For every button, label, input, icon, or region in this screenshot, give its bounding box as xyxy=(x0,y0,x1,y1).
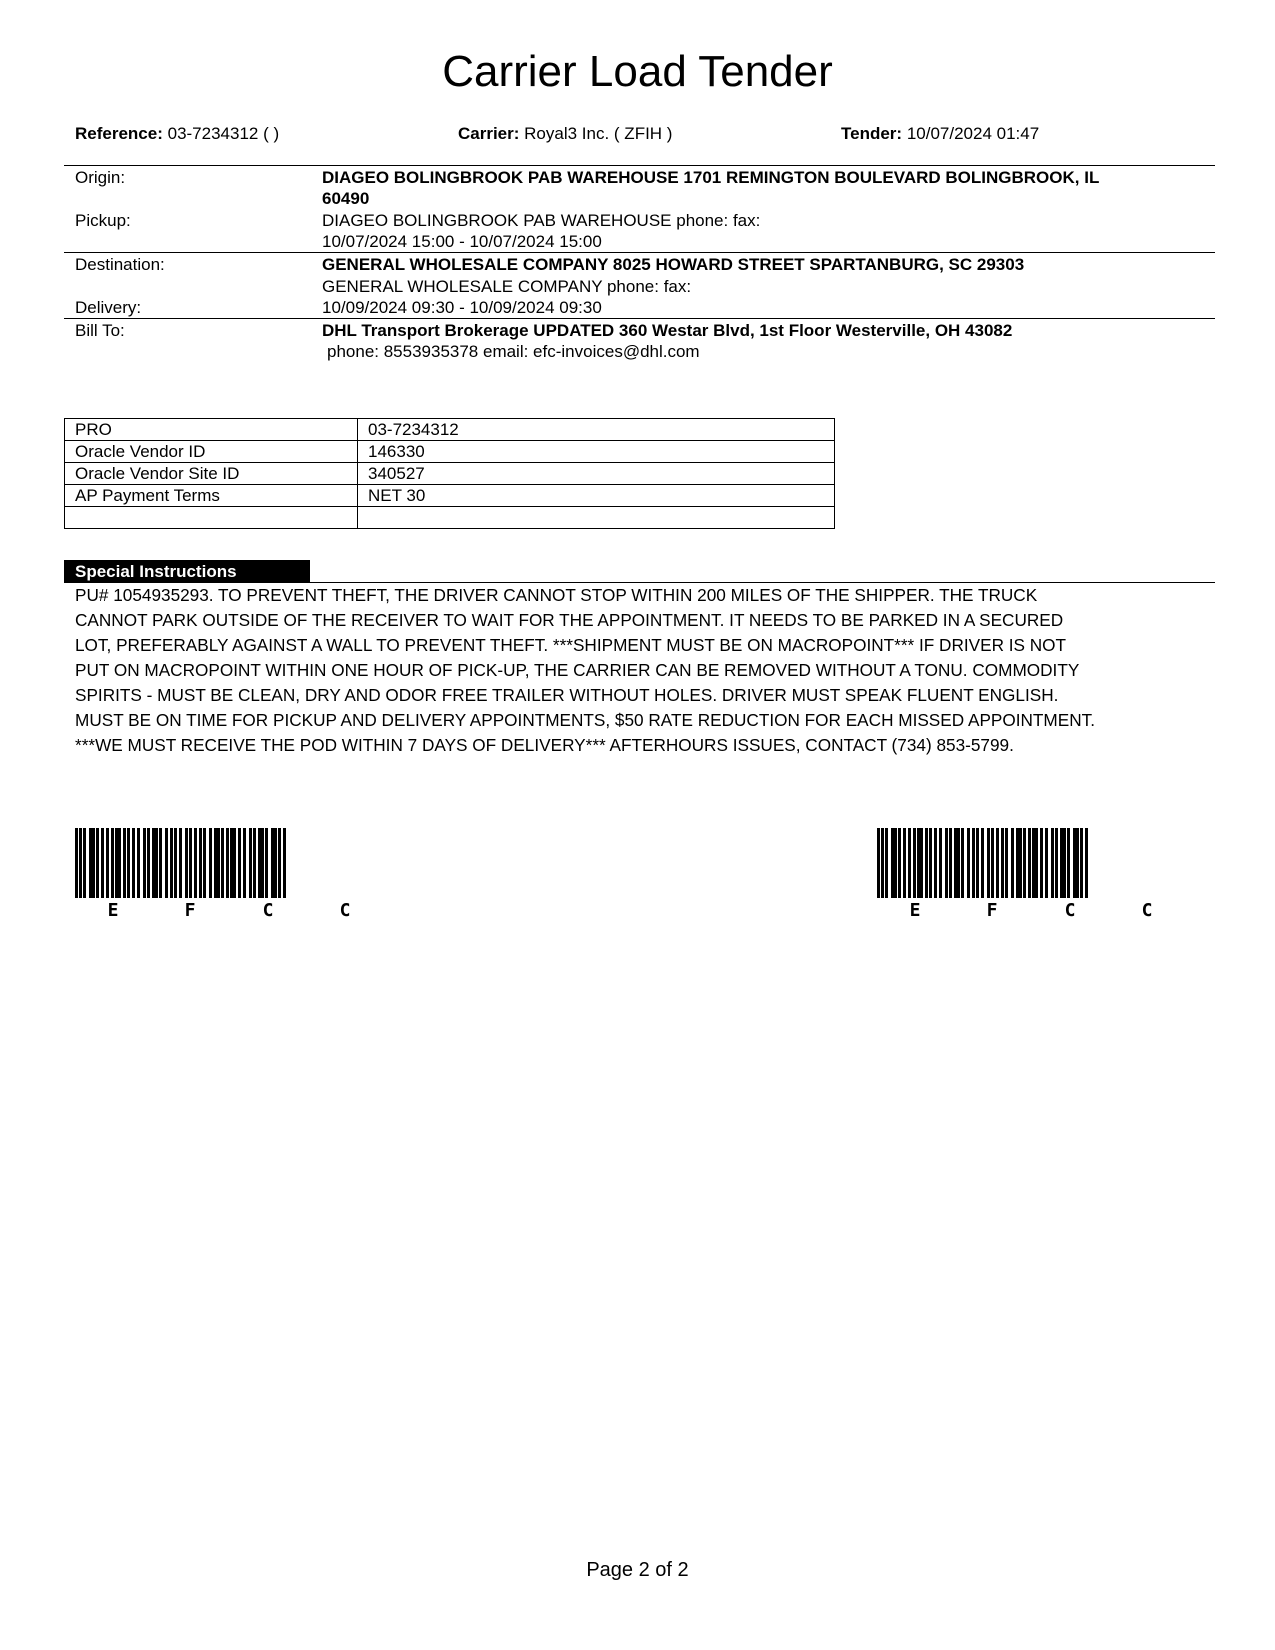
bill-to-contact: phone: 8553935378 email: efc-invoices@dhl.com xyxy=(327,342,700,361)
barcode-bar xyxy=(249,828,252,898)
barcode-bar xyxy=(1001,828,1004,898)
pickup-contact: DIAGEO BOLINGBROOK PAB WAREHOUSE phone: fax: xyxy=(322,211,761,230)
barcode-bar xyxy=(925,828,928,898)
barcode-right xyxy=(877,828,1207,920)
barcode-bar xyxy=(132,828,135,898)
barcode-bar xyxy=(1040,828,1043,898)
barcode-bar xyxy=(1016,828,1022,898)
barcode-bar xyxy=(123,828,126,898)
barcode-bar xyxy=(1085,828,1088,898)
barcode-char: C xyxy=(262,900,274,920)
barcode-bar xyxy=(209,828,212,898)
barcode-bar xyxy=(1060,828,1066,898)
tender-field xyxy=(841,123,1039,145)
barcode-bar xyxy=(1005,828,1008,898)
barcode-bar xyxy=(987,828,990,898)
tender-label: Tender: xyxy=(841,124,903,143)
barcode-bar xyxy=(939,828,942,898)
barcode-bar xyxy=(230,828,236,898)
barcode-bar xyxy=(221,828,224,898)
barcode-bar xyxy=(1011,828,1014,898)
barcode-bar xyxy=(111,828,114,898)
barcode-bar xyxy=(976,828,979,898)
barcode-bar xyxy=(137,828,140,898)
barcode-bar xyxy=(1067,828,1070,898)
table-cell-value: 03-7234312 xyxy=(358,419,835,441)
special-instructions-heading: Special Instructions xyxy=(64,560,310,582)
barcode-bar xyxy=(115,828,121,898)
carrier-field xyxy=(458,123,672,145)
barcode-bar xyxy=(170,828,173,898)
instruction-line: MUST BE ON TIME FOR PICKUP AND DELIVERY APPOINTMENTS, $50 RATE REDUCTION FOR EACH MISSED APPOINTMENT. xyxy=(75,710,1095,730)
barcode-bar xyxy=(203,828,206,898)
barcode-bar xyxy=(949,828,952,898)
barcode-bar xyxy=(159,828,162,898)
barcode-char: E xyxy=(107,900,119,920)
table-row xyxy=(65,485,835,507)
barcode-bar xyxy=(1051,828,1054,898)
document-title: Carrier Load Tender xyxy=(442,47,833,96)
barcode-char: C xyxy=(1141,900,1153,920)
table-row xyxy=(65,463,835,485)
barcode-bar xyxy=(214,828,220,898)
barcode-bar xyxy=(75,828,78,898)
barcode-bar xyxy=(967,828,970,898)
tender-value: 10/07/2024 01:47 xyxy=(906,124,1040,143)
barcode-bar xyxy=(1055,828,1058,898)
divider xyxy=(64,252,1215,253)
barcode-bar xyxy=(1032,828,1038,898)
barcode-bar xyxy=(913,828,916,898)
barcode-bar xyxy=(174,828,177,898)
delivery-label: Delivery: xyxy=(75,298,142,317)
barcode-bar xyxy=(147,828,150,898)
barcode-bar xyxy=(1080,828,1083,898)
barcode-bar xyxy=(127,828,130,898)
divider xyxy=(64,318,1215,319)
table-row xyxy=(65,419,835,441)
instruction-line: PUT ON MACROPOINT WITHIN ONE HOUR OF PICK-UP, THE CARRIER CAN BE REMOVED WITHOUT A TONU. COMMODITY xyxy=(75,660,1080,680)
reference-value: 03-7234312 ( ) xyxy=(167,124,280,143)
barcode-bar xyxy=(891,828,897,898)
pickup-window: 10/07/2024 15:00 - 10/07/2024 15:00 xyxy=(322,232,602,251)
table-cell-label: Oracle Vendor Site ID xyxy=(65,463,358,485)
barcode-bar xyxy=(165,828,168,898)
table-cell-value: 340527 xyxy=(358,463,835,485)
pickup-label: Pickup: xyxy=(75,211,131,230)
barcode-char: C xyxy=(339,900,351,920)
barcode-bar xyxy=(238,828,241,898)
barcode-char: C xyxy=(1064,900,1076,920)
instruction-line: PU# 1054935293. TO PREVENT THEFT, THE DRIVER CANNOT STOP WITHIN 200 MILES OF THE SHIPPER. THE TRUCK xyxy=(75,585,1038,605)
barcode-bar xyxy=(917,828,923,898)
barcode-bar xyxy=(1045,828,1048,898)
instruction-line: ***WE MUST RECEIVE THE POD WITHIN 7 DAYS OF DELIVERY*** AFTERHOURS ISSUES, CONTACT (734) 853-5799. xyxy=(75,735,1014,755)
barcode-bar xyxy=(226,828,229,898)
barcode-bar xyxy=(96,828,99,898)
divider xyxy=(64,165,1215,166)
barcode-bar xyxy=(972,828,975,898)
instruction-line: SPIRITS - MUST BE CLEAN, DRY AND ODOR FREE TRAILER WITHOUT HOLES. DRIVER MUST SPEAK FLUENT ENGLISH. xyxy=(75,685,1059,705)
carrier-value: Royal3 Inc. ( ZFIH ) xyxy=(524,124,673,143)
table-cell-label xyxy=(65,507,358,529)
table-cell-label: Oracle Vendor ID xyxy=(65,441,358,463)
barcode-char: F xyxy=(986,900,998,920)
table-cell-label: PRO xyxy=(65,419,358,441)
carrier-label: Carrier: xyxy=(458,124,520,143)
barcode-bar xyxy=(83,828,86,898)
barcode-bar xyxy=(253,828,256,898)
barcode-bar xyxy=(101,828,104,898)
destination-address: GENERAL WHOLESALE COMPANY 8025 HOWARD STREET SPARTANBURG, SC 29303 xyxy=(322,255,1025,274)
delivery-window: 10/09/2024 09:30 - 10/09/2024 09:30 xyxy=(322,298,602,317)
barcode-bar xyxy=(189,828,192,898)
barcode-bar xyxy=(278,828,281,898)
barcode-bar xyxy=(199,828,202,898)
vendor-ids-table xyxy=(64,418,835,529)
barcode-bar xyxy=(908,828,911,898)
barcode-bar xyxy=(265,828,268,898)
barcode-bar xyxy=(903,828,906,898)
bill-to-label: Bill To: xyxy=(75,321,125,340)
barcode-bar xyxy=(996,828,999,898)
barcode-bar xyxy=(143,828,146,898)
origin-label: Origin: xyxy=(75,168,126,187)
barcode-bar xyxy=(934,828,937,898)
barcode-bar xyxy=(243,828,246,898)
barcode-bar xyxy=(877,828,880,898)
barcode-bar xyxy=(179,828,182,898)
barcode-bar xyxy=(258,828,264,898)
barcode-bar xyxy=(885,828,888,898)
barcode-left xyxy=(75,828,405,920)
table-cell-value: 146330 xyxy=(358,441,835,463)
origin-address-line2: 60490 xyxy=(322,189,370,208)
origin-address-line1: DIAGEO BOLINGBROOK PAB WAREHOUSE 1701 REMINGTON BOULEVARD BOLINGBROOK, IL xyxy=(322,168,1100,187)
table-cell-label: AP Payment Terms xyxy=(65,485,358,507)
reference-label: Reference: xyxy=(75,124,163,143)
barcode-bar xyxy=(89,828,95,898)
barcode-bar xyxy=(898,828,901,898)
barcode-bar xyxy=(1028,828,1031,898)
barcode-bar xyxy=(961,828,964,898)
barcode-bar xyxy=(283,828,286,898)
barcode-bar xyxy=(1023,828,1026,898)
destination-contact: GENERAL WHOLESALE COMPANY phone: fax: xyxy=(322,277,692,296)
barcode-char: F xyxy=(184,900,196,920)
instruction-line: LOT, PREFERABLY AGAINST A WALL TO PREVENT THEFT. ***SHIPMENT MUST BE ON MACROPOINT*** IF DRIVER IS NOT xyxy=(75,635,1067,655)
table-cell-value: NET 30 xyxy=(358,485,835,507)
barcode-bar xyxy=(981,828,984,898)
barcode-bar xyxy=(271,828,277,898)
barcode-bar xyxy=(194,828,197,898)
bill-to-address: DHL Transport Brokerage UPDATED 360 Westar Blvd, 1st Floor Westerville, OH 43082 xyxy=(322,321,1013,340)
barcode-bar xyxy=(106,828,109,898)
table-row xyxy=(65,441,835,463)
special-instructions-text xyxy=(75,583,1215,758)
destination-label: Destination: xyxy=(75,255,165,274)
barcode-bar xyxy=(881,828,884,898)
page-number: Page 2 of 2 xyxy=(586,1559,689,1581)
instruction-line: CANNOT PARK OUTSIDE OF THE RECEIVER TO WAIT FOR THE APPOINTMENT. IT NEEDS TO BE PARKED IN A SECURED xyxy=(75,610,1064,630)
barcode-bar xyxy=(1073,828,1079,898)
barcode-bar xyxy=(991,828,994,898)
barcode-char: E xyxy=(909,900,921,920)
table-cell-value xyxy=(358,507,835,529)
barcode-bar xyxy=(954,828,960,898)
barcode-bar xyxy=(945,828,948,898)
barcode-bar xyxy=(152,828,158,898)
barcode-bar xyxy=(185,828,188,898)
table-row xyxy=(65,507,835,529)
reference-field xyxy=(75,123,279,145)
barcode-bar xyxy=(79,828,82,898)
barcode-bar xyxy=(929,828,932,898)
